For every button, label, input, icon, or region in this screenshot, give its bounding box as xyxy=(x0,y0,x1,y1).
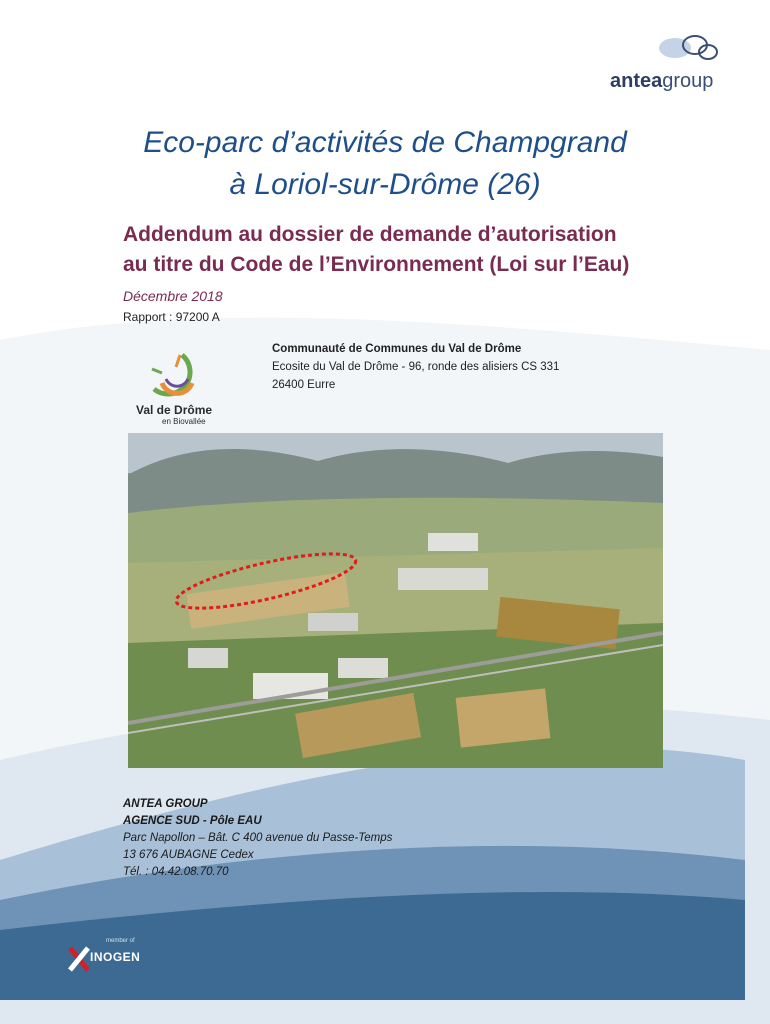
aerial-photo xyxy=(128,433,663,768)
document-date: Décembre 2018 xyxy=(123,288,223,304)
client-address-1: Ecosite du Val de Drôme - 96, ronde des alisiers CS 331 xyxy=(272,361,560,373)
agency-address-2: 13 676 AUBAGNE Cedex xyxy=(123,849,254,861)
title-line-2: à Loriol-sur-Drôme (26) xyxy=(229,168,541,201)
val-de-drome-sub: en Biovallée xyxy=(162,417,206,426)
brand-part-a: antea xyxy=(610,70,663,92)
val-de-drome-name: Val de Drôme xyxy=(136,403,213,417)
subtitle-line-1: Addendum au dossier de demande d’autorisation xyxy=(123,223,617,246)
val-de-drome-emblem-icon xyxy=(130,345,240,405)
agency-address-block xyxy=(123,796,392,881)
inogen-member-text: member of xyxy=(106,938,135,944)
antea-bubble-icon xyxy=(600,32,740,72)
client-name: Communauté de Communes du Val de Drôme xyxy=(272,343,522,355)
inogen-name: INOGEN xyxy=(90,950,141,964)
inogen-logo xyxy=(68,938,168,978)
document-title xyxy=(60,122,710,206)
agency-department: AGENCE SUD - Pôle EAU xyxy=(123,815,262,827)
inogen-x-icon xyxy=(68,944,92,974)
antea-brand-text xyxy=(610,70,713,93)
agency-address-1: Parc Napollon – Bât. C 400 avenue du Passe-Temps xyxy=(123,832,393,844)
brand-part-b: group xyxy=(662,70,714,92)
antea-group-logo xyxy=(600,32,740,102)
agency-company: ANTEA GROUP xyxy=(123,798,208,810)
client-block xyxy=(272,340,559,394)
document-subtitle xyxy=(123,220,683,280)
agency-phone: Tél. : 04.42.08.70.70 xyxy=(123,866,229,878)
client-address-2: 26400 Eurre xyxy=(272,379,336,391)
val-de-drome-logo xyxy=(130,345,240,435)
title-line-1: Eco-parc d’activités de Champgrand xyxy=(143,126,627,159)
aerial-landscape-image xyxy=(128,433,663,768)
subtitle-line-2: au titre du Code de l’Environnement (Loi sur l’Eau) xyxy=(123,253,630,276)
report-number: Rapport : 97200 A xyxy=(123,310,220,324)
